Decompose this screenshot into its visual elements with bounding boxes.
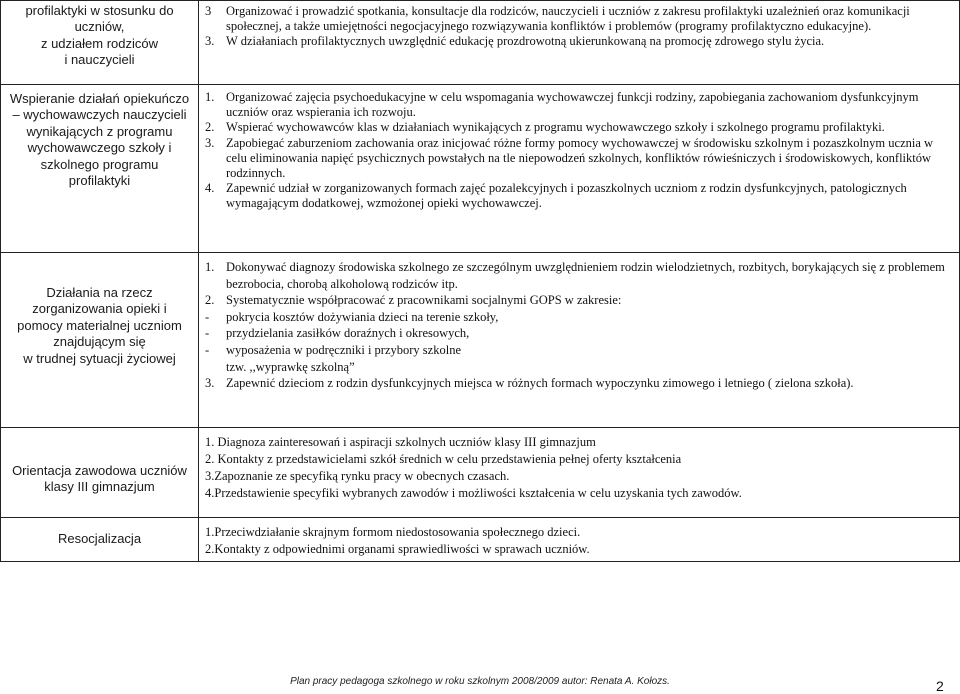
list-item: 3.Zapoznanie ze specyfiką rynku pracy w obecnych czasach. bbox=[205, 469, 510, 483]
row-label: profilaktyki w stosunku do uczniów, z udziałem rodziców i nauczycieli bbox=[25, 3, 174, 68]
list-item: 3. Zapewnić dzieciom z rodzin dysfunkcyjnych miejsca w różnych formach wypoczynku zimowego i letniego ( zielona szkoła). bbox=[205, 376, 854, 391]
row-label-cell bbox=[1, 1, 199, 85]
row-label: Działania na rzecz zorganizowania opieki i pomocy materialnej uczniom znajdującym się w trudnej sytuacji życiowej bbox=[17, 285, 182, 366]
list-item: 1. Dokonywać diagnozy środowiska szkolnego ze szczególnym uwzględnieniem rodzin wielodzietnych, rozbitych, borykających się z problemem bezrobocia, chorobą alkoholową rodziców itp. bbox=[205, 260, 945, 291]
list-item: - przydzielania zasiłków doraźnych i okresowych, bbox=[205, 326, 470, 341]
table-row bbox=[1, 1, 960, 85]
list-item: 1. Diagnoza zainteresowań i aspiracji szkolnych uczniów klasy III gimnazjum bbox=[205, 435, 596, 449]
list-item: 3 Organizować i prowadzić spotkania, konsultacje dla rodziców, nauczycieli i uczniów z zakresu profilaktyki uzależnień oraz komunikacji społecznej, a także umiejętności negocjacyjnego rozwiązywania konfliktów i problemów (programy profilaktyczno edukacyjne). bbox=[205, 4, 910, 34]
list-item: - pokrycia kosztów dożywiania dzieci na terenie szkoły, bbox=[205, 309, 499, 324]
list-item: 2. Kontakty z przedstawicielami szkół średnich w celu przedstawienia pełnej oferty kształcenia bbox=[205, 452, 682, 466]
row-label-cell bbox=[1, 253, 199, 428]
row-label-cell bbox=[1, 85, 199, 253]
list-item: - wyposażenia w podręczniki i przybory szkolne bbox=[205, 342, 461, 357]
row-content-cell bbox=[199, 253, 960, 428]
table-row bbox=[1, 253, 960, 428]
list-item: 2. Wspierać wychowawców klas w działaniach wynikających z programu wychowawczego szkoły i szkolnego programu profilaktyki. bbox=[205, 120, 885, 135]
row-label-cell bbox=[1, 518, 199, 562]
list-item: 4. Zapewnić udział w zorganizowanych formach zajęć pozalekcyjnych i pozaszkolnych uczniom z rodzin dysfunkcyjnych, patologicznych wymagającym dodatkowej, wzmożonej opieki wychowawczej. bbox=[205, 181, 907, 211]
row-content-cell bbox=[199, 85, 960, 253]
row-label-cell bbox=[1, 428, 199, 518]
table-row bbox=[1, 428, 960, 518]
table-row bbox=[1, 518, 960, 562]
list-item: 3. Zapobiegać zaburzeniom zachowania oraz inicjować różne formy pomocy wychowawczej w środowisku szkolnym i pozaszkolnym ucznia w celu eliminowania napięć psychicznych powstałych na tle niepowodzeń szkolnych, konfliktów rówieśniczych i środowiskowych, konfliktów rodzinnych. bbox=[205, 135, 934, 181]
list-item: tzw. ,,wyprawkę szkolną” bbox=[226, 359, 355, 374]
row-label: Resocjalizacja bbox=[57, 531, 142, 546]
list-item: 3. W działaniach profilaktycznych uwzględnić edukację prozdrowotną ukierunkowaną na promocję zdrowego stylu życia. bbox=[205, 34, 825, 49]
list-item: 1. Organizować zajęcia psychoedukacyjne w celu wspomagania wychowawczej funkcji rodziny, zapobiegania zachowaniom dysfunkcyjnym uczniów oraz wspierania ich rozwoju. bbox=[205, 90, 919, 120]
page-number: 2 bbox=[936, 678, 944, 694]
table-row bbox=[1, 85, 960, 253]
page-footer: Plan pracy pedagoga szkolnego w roku szkolnym 2008/2009 autor: Renata A. Kołozs. bbox=[290, 676, 670, 687]
row-content-cell bbox=[199, 428, 960, 518]
list-item: 1.Przeciwdziałanie skrajnym formom niedostosowania społecznego dzieci. bbox=[205, 525, 581, 539]
list-item: 4.Przedstawienie specyfiki wybranych zawodów i możliwości kształcenia w celu uzyskania tych zawodów. bbox=[205, 486, 742, 500]
row-label: Wspieranie działań opiekuńczo – wychowawczych nauczycieli wynikających z programu wychowawczego szkoły i szkolnego programu profilaktyki bbox=[9, 91, 190, 189]
row-content-cell bbox=[199, 1, 960, 85]
row-content-cell bbox=[199, 518, 960, 562]
row-label: Orientacja zawodowa uczniów klasy III gimnazjum bbox=[12, 463, 187, 495]
list-item: 2.Kontakty z odpowiednimi organami sprawiedliwości w sprawach uczniów. bbox=[205, 542, 590, 556]
list-item: 2. Systematycznie współpracować z pracownikami socjalnymi GOPS w zakresie: bbox=[205, 293, 622, 308]
